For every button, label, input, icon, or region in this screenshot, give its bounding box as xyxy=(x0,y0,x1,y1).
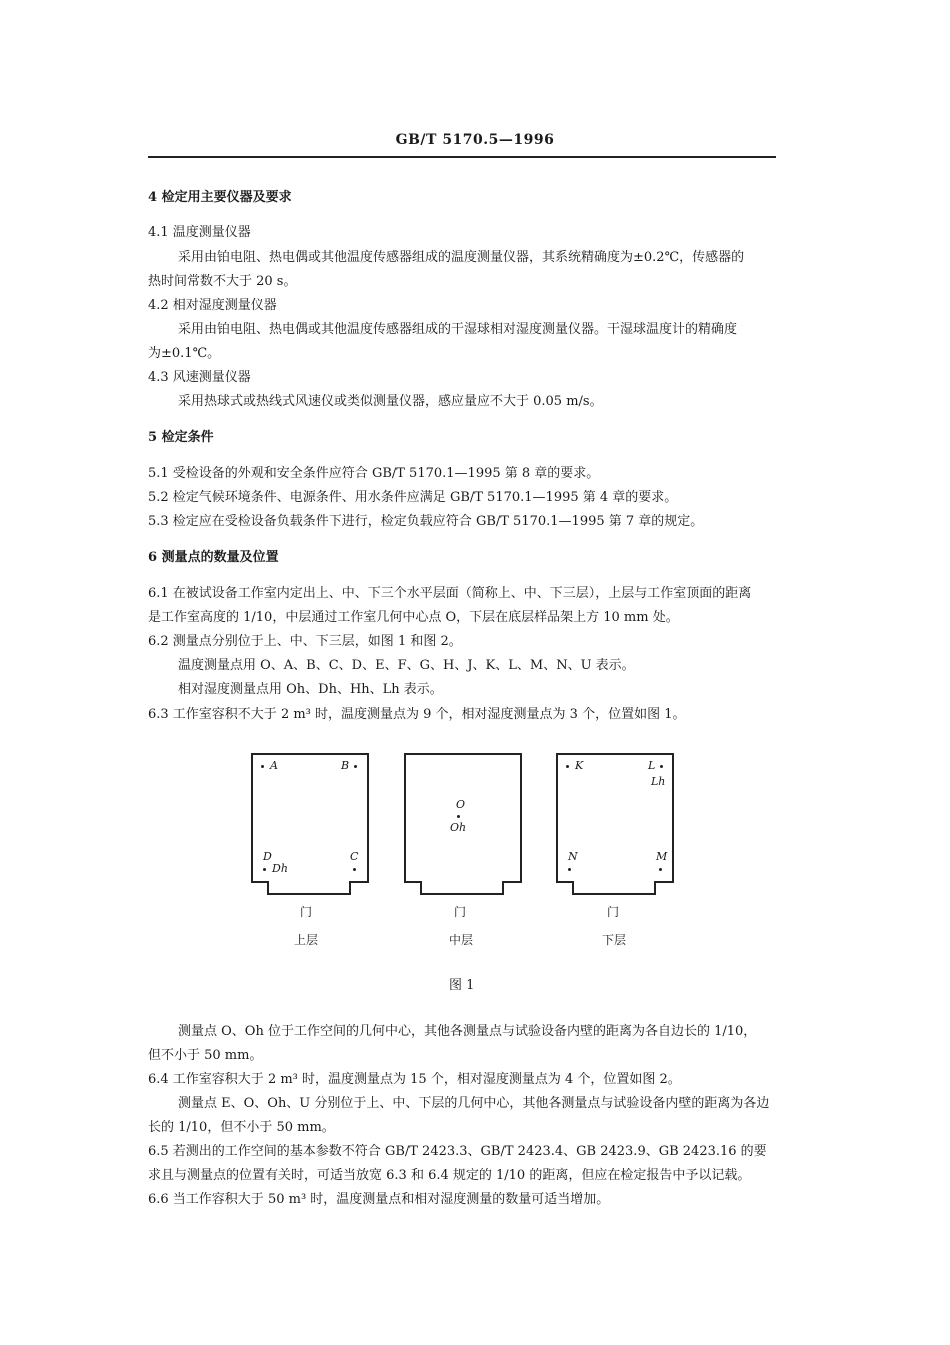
section-4-2-text-2: 为±0.1℃。 xyxy=(148,346,221,361)
section-5-2: 5.2 检定气候环境条件、电源条件、用水条件应满足 GB/T 5170.1—1995 第 4 章的要求。 xyxy=(148,490,678,505)
header-rule xyxy=(148,156,776,158)
section-6-4-line-3: 长的 1/10，但不小于 50 mm。 xyxy=(148,1120,335,1135)
lower-layer-label: 下层 xyxy=(602,933,627,947)
middle-door-label: 门 xyxy=(454,905,467,919)
point-a-dot xyxy=(261,765,264,768)
point-d-label: D xyxy=(263,850,272,863)
lower-layer-chamber xyxy=(556,753,674,883)
point-n-dot xyxy=(568,868,571,871)
after-figure-line-1: 测量点 O、Oh 位于工作空间的几何中心，其他各测量点与试验设备内壁的距离为各自边长的 1/10， xyxy=(178,1024,757,1039)
point-dh-label: Dh xyxy=(272,862,288,875)
lower-layer-base xyxy=(572,881,656,895)
section-6-1-line-2: 是工作室高度的 1/10，中层通过工作室几何中心点 O，下层在底层样品架上方 10 mm 处。 xyxy=(148,610,679,625)
upper-door-label: 门 xyxy=(300,905,313,919)
point-k-label: K xyxy=(575,759,584,772)
point-b-label: B xyxy=(341,759,350,772)
point-a-label: A xyxy=(270,759,278,772)
section-6-1-line-1: 6.1 在被试设备工作室内定出上、中、下三个水平层面（简称上、中、下三层），上层与工作室顶面的距离 xyxy=(148,586,752,601)
point-b-dot xyxy=(354,765,357,768)
point-k-dot xyxy=(566,765,569,768)
lower-door-label: 门 xyxy=(607,905,620,919)
section-4-1-text-1: 采用由铂电阻、热电偶或其他温度传感器组成的温度测量仪器，其系统精确度为±0.2℃，传感器的 xyxy=(178,250,745,265)
section-4-1-title: 4.1 温度测量仪器 xyxy=(148,225,251,240)
section-4-3-text-1: 采用热球式或热线式风速仪或类似测量仪器，感应量应不大于 0.05 m/s。 xyxy=(178,394,603,409)
point-lh-label: Lh xyxy=(651,775,666,788)
section-6-5-line-2: 求且与测量点的位置有关时，可适当放宽 6.3 和 6.4 规定的 1/10 的距离，但应在检定报告中予以记载。 xyxy=(148,1168,751,1183)
section-6-title: 6 测量点的数量及位置 xyxy=(148,550,279,565)
section-6-6: 6.6 当工作容积大于 50 m³ 时，温度测量点和相对湿度测量的数量可适当增加。 xyxy=(148,1192,610,1207)
section-6-5-line-1: 6.5 若测出的工作空间的基本参数不符合 GB/T 2423.3、GB/T 2423.4、GB 2423.9、GB 2423.16 的要 xyxy=(148,1144,767,1159)
section-5-1: 5.1 受检设备的外观和安全条件应符合 GB/T 5170.1—1995 第 8 章的要求。 xyxy=(148,466,600,481)
point-l-label: L xyxy=(648,759,656,772)
point-c-dot xyxy=(353,868,356,871)
section-6-2-line-1: 6.2 测量点分别位于上、中、下三层，如图 1 和图 2。 xyxy=(148,634,462,649)
middle-layer-label: 中层 xyxy=(449,933,474,947)
after-figure-line-2: 但不小于 50 mm。 xyxy=(148,1048,263,1063)
section-4-1-text-2: 热时间常数不大于 20 s。 xyxy=(148,274,297,289)
point-d-dot xyxy=(263,868,266,871)
point-o-label: O xyxy=(456,798,466,811)
section-6-4-line-2: 测量点 E、O、Oh、U 分别位于上、中、下层的几何中心，其他各测量点与试验设备内壁的距离为各边 xyxy=(178,1096,770,1111)
section-6-3: 6.3 工作室容积不大于 2 m³ 时，温度测量点为 9 个，相对湿度测量点为 3 个，位置如图 1。 xyxy=(148,707,686,722)
upper-layer-chamber xyxy=(251,753,369,883)
section-6-2-line-3: 相对湿度测量点用 Oh、Dh、Hh、Lh 表示。 xyxy=(178,682,443,697)
upper-layer-base xyxy=(267,881,351,895)
section-6-2-line-2: 温度测量点用 O、A、B、C、D、E、F、G、H、J、K、L、M、N、U 表示。 xyxy=(178,658,635,673)
section-4-3-title: 4.3 风速测量仪器 xyxy=(148,370,251,385)
figure-caption: 图 1 xyxy=(449,978,475,993)
page-header: GB/T 5170.5—1996 xyxy=(395,132,555,148)
upper-layer-label: 上层 xyxy=(294,933,319,947)
section-4-title: 4 检定用主要仪器及要求 xyxy=(148,190,292,205)
section-4-2-title: 4.2 相对湿度测量仪器 xyxy=(148,298,277,313)
middle-layer-chamber xyxy=(404,753,522,883)
point-c-label: C xyxy=(350,850,359,863)
point-m-label: M xyxy=(656,850,668,863)
section-4-2-text-1: 采用由铂电阻、热电偶或其他温度传感器组成的干湿球相对湿度测量仪器。干湿球温度计的精确度 xyxy=(178,322,738,337)
section-5-title: 5 检定条件 xyxy=(148,430,214,445)
point-l-dot xyxy=(660,765,663,768)
section-6-4-line-1: 6.4 工作室容积大于 2 m³ 时，温度测量点为 15 个，相对湿度测量点为 4 个，位置如图 2。 xyxy=(148,1072,681,1087)
section-5-3: 5.3 检定应在受检设备负载条件下进行，检定负载应符合 GB/T 5170.1—1995 第 7 章的规定。 xyxy=(148,514,704,529)
point-n-label: N xyxy=(568,850,578,863)
middle-layer-base xyxy=(420,881,504,895)
point-m-dot xyxy=(659,868,662,871)
point-o-dot xyxy=(457,815,460,818)
point-oh-label: Oh xyxy=(450,821,467,834)
